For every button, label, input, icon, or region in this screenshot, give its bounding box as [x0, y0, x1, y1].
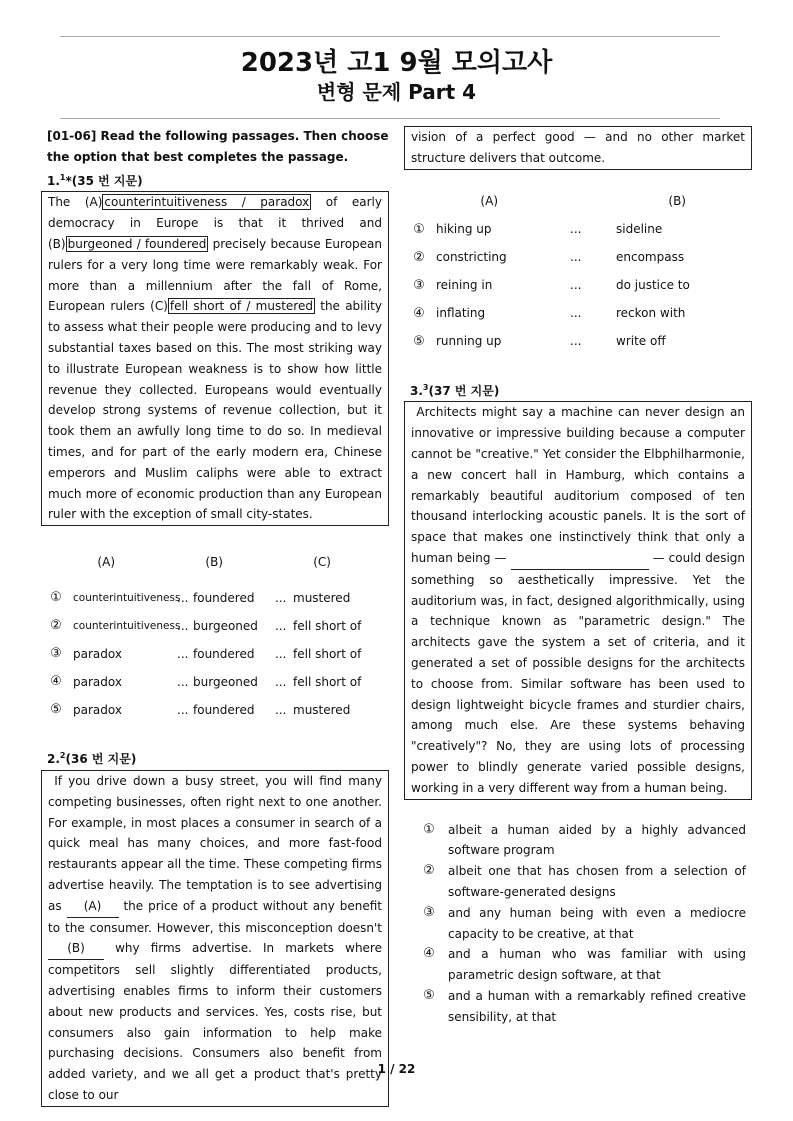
option-ellipsis: ... — [570, 222, 582, 237]
q3-option-text: and a human with a remarkably refined creative sensibility, at that — [448, 988, 746, 1024]
top-rule — [60, 36, 720, 37]
q2-option-a: running up — [436, 334, 502, 349]
q2-option-b: write off — [616, 334, 666, 349]
q2-blank-a: (A) — [67, 896, 119, 918]
q2-option-a: constricting — [436, 250, 507, 265]
circled-number-icon: ⑤ — [423, 987, 435, 1003]
q2-option-b: reckon with — [616, 306, 686, 321]
q3-blank — [511, 548, 649, 570]
q2-option-row[interactable] — [410, 244, 752, 272]
option-ellipsis: ... — [275, 702, 287, 717]
q1-option-b: burgeoned — [193, 618, 258, 633]
right-column — [410, 126, 752, 1028]
option-ellipsis: ... — [570, 278, 582, 293]
q3-option-row[interactable] — [410, 820, 752, 862]
option-number-icon — [47, 647, 65, 661]
q1-option-row[interactable] — [47, 584, 389, 612]
option-ellipsis: ... — [177, 646, 189, 661]
q1-option-a: counterintuitiveness — [73, 619, 181, 632]
option-number-icon — [410, 279, 428, 293]
q2-option-a: reining in — [436, 278, 493, 293]
q2-option-b: encompass — [616, 250, 685, 265]
option-ellipsis: ... — [275, 590, 287, 605]
q2-option-row[interactable] — [410, 328, 752, 356]
option-number-icon — [410, 307, 428, 321]
option-ellipsis: ... — [570, 334, 582, 349]
option-number-icon — [47, 703, 65, 717]
option-number-icon — [420, 864, 438, 878]
q1-option-b: burgeoned — [193, 674, 258, 689]
q1-option-a: paradox — [73, 646, 122, 661]
option-number-icon — [420, 906, 438, 920]
q2-option-b: do justice to — [616, 278, 690, 293]
q1-option-a: paradox — [73, 702, 122, 717]
q3-option-row[interactable] — [410, 903, 752, 945]
circled-number-icon: ① — [50, 590, 62, 606]
circled-number-icon: ④ — [50, 674, 62, 690]
option-number-icon — [47, 619, 65, 633]
option-ellipsis: ... — [177, 618, 189, 633]
q2-blank-b: (B) — [48, 938, 104, 960]
page-subtitle: 변형 문제 Part 4 — [316, 80, 477, 104]
q1-option-a: counterintuitiveness — [73, 591, 181, 604]
q1-option-list — [47, 584, 389, 724]
circled-number-icon: ② — [50, 618, 62, 634]
q1-option-row[interactable] — [47, 612, 389, 640]
q3-option-text: and a human who was familiar with using parametric design software, at that — [448, 947, 746, 983]
q1-select-a: counterintuitiveness / paradox — [104, 195, 310, 210]
option-ellipsis: ... — [177, 702, 189, 717]
option-ellipsis: ... — [177, 674, 189, 689]
q3-passage: Architects might say a machine can never design an innovative or impressive building because a computer cannot be "creative." Yet consider the Elbphilharmonie, a new concert hall in Hamburg, which contains a remarkably beautiful auditorium composed of ten thousand interlocking acoustic panels. It is the sort of space that makes one instinctively think that only a human being — — could design something so aesthetically impressive. Yet the auditorium was, in fact, designed algorithmically, using a technique known as "parametric design." The architects gave the system a set of criteria, and it generated a set of possible designs for the architects to choose from. Similar software has been used to design lightweight bicycle frames and sturdier chairs, among much else. Are these systems behaving "creatively"? No, they are using lots of processing power to blindly generate varied possible designs, working in a very different way from a human being. — [404, 401, 752, 799]
q1-option-c: fell short of — [293, 674, 362, 689]
circled-number-icon: ③ — [413, 277, 425, 293]
q3-label: 3.$^3$(37 번 지문) — [410, 382, 500, 398]
q2-option-a: hiking up — [436, 222, 492, 237]
q2-col-b: (B) — [668, 194, 686, 209]
circled-number-icon: ② — [413, 249, 425, 265]
q3-option-text: albeit a human aided by a highly advanced software program — [448, 822, 746, 858]
q1-select-b: burgeoned / foundered — [67, 236, 207, 251]
q2-option-row[interactable] — [410, 216, 752, 244]
q2-option-list — [410, 216, 752, 356]
q1-options — [47, 544, 389, 724]
q1-col-a: (A) — [97, 554, 115, 569]
page-number: 1 / 22 — [377, 1062, 416, 1076]
q2-option-row[interactable] — [410, 300, 752, 328]
option-number-icon — [420, 947, 438, 961]
option-ellipsis: ... — [275, 618, 287, 633]
q1-option-c: fell short of — [293, 618, 362, 633]
q2-option-a: inflating — [436, 306, 486, 321]
q3-option-text: and any human being with even a mediocre capacity to be creative, at that — [448, 905, 746, 941]
q1-option-c: mustered — [293, 590, 351, 605]
q1-col-c: (C) — [313, 554, 331, 569]
q3-option-text: albeit one that has chosen from a selection of software-generated designs — [448, 864, 746, 899]
q1-option-row[interactable] — [47, 668, 389, 696]
option-number-icon — [420, 823, 438, 837]
q1-col-b: (B) — [205, 554, 223, 569]
option-ellipsis: ... — [570, 250, 582, 265]
circled-number-icon: ① — [413, 221, 425, 237]
q1-passage: The (A) counterintuitiveness / paradox of early democracy in Europe is that it thrived and (B) burgeoned / foundered precisely because European rulers for a very long time were remarkably weak. For more than a millennium after the fall of Rome, European rulers (C) fell short of / mustered the ability to assess what their people were producing and to levy substantial taxes based on this. The most striking way to illustrate European weakness is to show how little revenue they collected. Europeans would eventually develop strong systems of revenue collection, but it took them an awfully long time to do so. In medieval times, and for part of the early modern era, Chinese emperors and Muslim caliphs were able to extract much more of economic production than any European ruler with the exception of small city-states. — [41, 191, 389, 526]
q1-option-row[interactable] — [47, 640, 389, 668]
q3-option-row[interactable] — [410, 944, 752, 986]
instructions: [01-06] Read the following passages. Then choose the option that best completes the passage. — [47, 129, 389, 164]
circled-number-icon: ③ — [50, 646, 62, 662]
option-number-icon — [410, 223, 428, 237]
circled-number-icon: ⑤ — [50, 702, 62, 718]
page-title: 2023년 고1 9월 모의고사 — [240, 48, 553, 78]
q2-option-b: sideline — [616, 222, 663, 237]
option-number-icon — [47, 591, 65, 605]
option-ellipsis: ... — [275, 674, 287, 689]
option-number-icon — [420, 989, 438, 1003]
left-column — [47, 126, 389, 1107]
q2-col-a: (A) — [480, 194, 498, 209]
q1-option-a: paradox — [73, 674, 122, 689]
q1-option-row[interactable] — [47, 696, 389, 724]
q1-label: 1.$^1$*(35 번 지문) — [47, 172, 143, 188]
q2-label: 2.$^2$(36 번 지문) — [47, 751, 137, 767]
circled-number-icon: ③ — [423, 904, 435, 920]
option-number-icon — [410, 251, 428, 265]
q2-passage: If you drive down a busy street, you will find many competing businesses, often right next to one another. For example, in most places a consumer in search of a quick meal has many choices, and more fast-food restaurants appear all the time. These competing firms advertise heavily. The temptation is to see advertising as (A) the price of a product without any benefit to the consumer. However, this misconception doesn't (B) why firms advertise. In markets where competitors sell slightly differentiated products, advertising enables firms to inform their customers about new products and services. Yes, costs rise, but consumers also gain information to help make purchasing decisions. Consumers also benefit from added variety, and we all get a product that's pretty close to our — [41, 770, 389, 1107]
q2-options — [410, 188, 752, 356]
option-ellipsis: ... — [275, 646, 287, 661]
option-number-icon — [410, 335, 428, 349]
q1-option-b: foundered — [193, 646, 255, 661]
q3-option-row[interactable] — [410, 861, 752, 903]
circled-number-icon: ⑤ — [413, 333, 425, 349]
circled-number-icon: ④ — [413, 305, 425, 321]
q1-select-c: fell short of / mustered — [169, 299, 313, 314]
q2-option-row[interactable] — [410, 272, 752, 300]
q1-option-b: foundered — [193, 702, 255, 717]
option-ellipsis: ... — [177, 590, 189, 605]
q2-passage-continued: vision of a perfect good — and no other market structure delivers that outcome. — [404, 126, 752, 170]
q3-option-list — [410, 820, 752, 1028]
option-number-icon — [47, 675, 65, 689]
circled-number-icon: ④ — [423, 946, 435, 962]
option-ellipsis: ... — [570, 306, 582, 321]
q1-option-c: mustered — [293, 702, 351, 717]
q1-option-c: fell short of — [293, 646, 362, 661]
circled-number-icon: ① — [423, 821, 435, 837]
q3-option-row[interactable] — [410, 986, 752, 1028]
title-rule — [60, 118, 720, 119]
q1-option-b: foundered — [193, 590, 255, 605]
circled-number-icon: ② — [423, 863, 435, 879]
